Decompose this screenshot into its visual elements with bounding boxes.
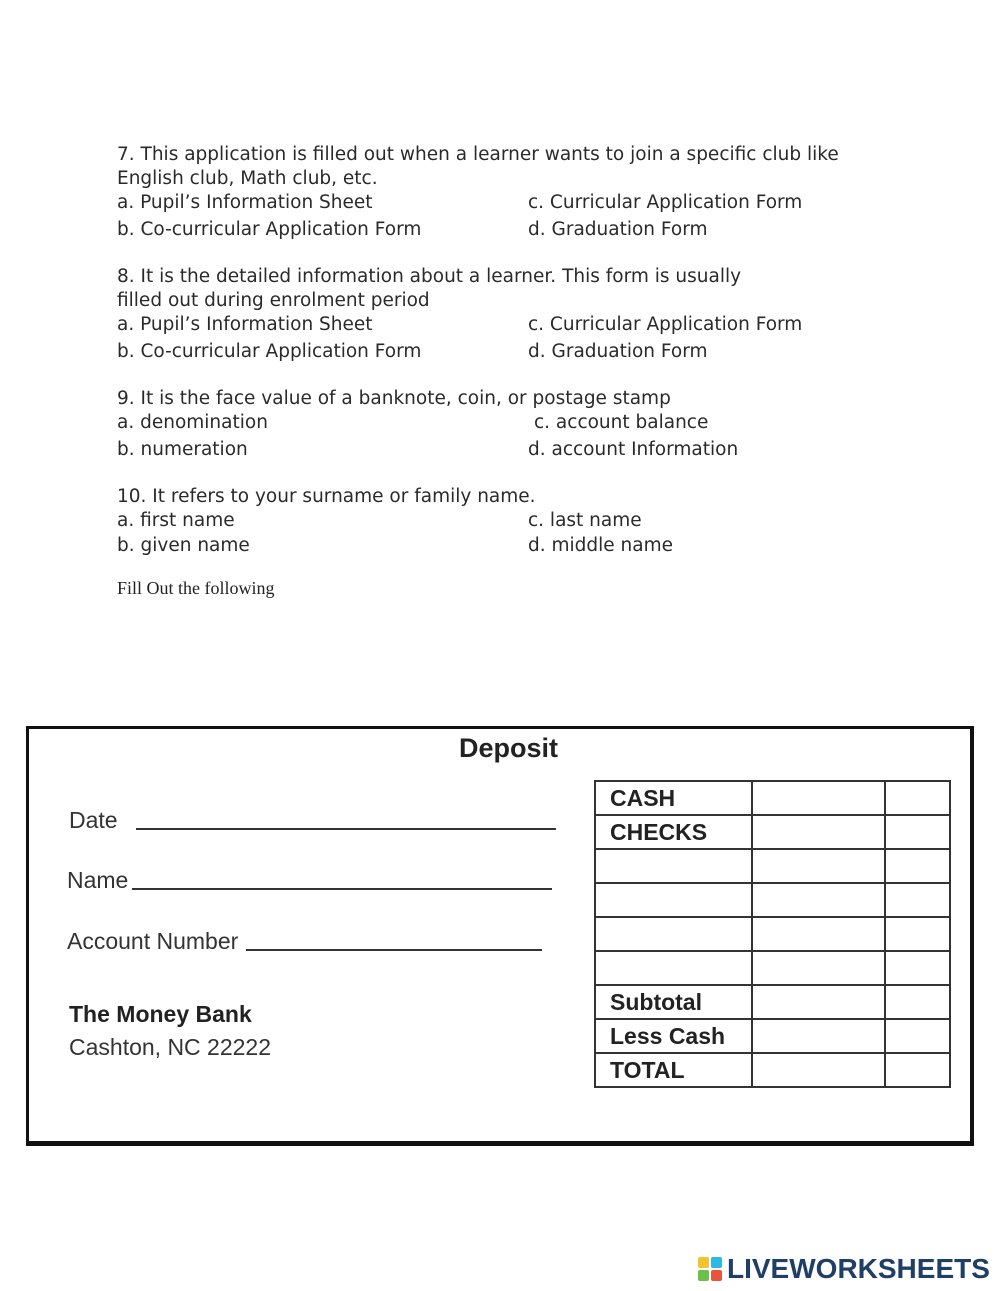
date-blank[interactable] (136, 828, 556, 830)
option-row (117, 340, 877, 365)
option-d[interactable]: d. Graduation Form (528, 341, 708, 362)
ledger-row-blank (595, 849, 950, 883)
ledger-cents-cell[interactable] (885, 883, 950, 917)
option-row (117, 191, 877, 216)
ledger-row-blank (595, 917, 950, 951)
option-c[interactable]: c. account balance (534, 412, 709, 433)
brand-tile (711, 1257, 722, 1268)
option-a[interactable]: a. denomination (117, 412, 268, 433)
option-b[interactable]: b. numeration (117, 439, 248, 460)
question-8 (117, 265, 877, 365)
ledger-label: Less Cash (595, 1019, 752, 1053)
question-9 (117, 387, 877, 463)
brand-tile (698, 1257, 709, 1268)
ledger-row-less-cash (595, 1019, 950, 1053)
option-b[interactable]: b. Co-curricular Application Form (117, 219, 422, 240)
option-b[interactable]: b. Co-curricular Application Form (117, 341, 422, 362)
option-a[interactable]: a. Pupil’s Information Sheet (117, 314, 373, 335)
ledger-cents-cell[interactable] (885, 985, 950, 1019)
deposit-ledger (594, 780, 951, 1088)
ledger-row-subtotal (595, 985, 950, 1019)
ledger-row-checks (595, 815, 950, 849)
fill-out-label: Fill Out the following (117, 578, 275, 598)
account-number-field (67, 928, 542, 955)
date-label: Date (69, 807, 118, 833)
option-row (117, 411, 877, 436)
ledger-dollars-cell[interactable] (752, 1053, 885, 1087)
ledger-dollars-cell[interactable] (752, 781, 885, 815)
option-c[interactable]: c. last name (528, 510, 642, 531)
ledger-row-cash (595, 781, 950, 815)
question-7 (117, 143, 877, 243)
name-field (67, 867, 552, 894)
ledger-cents-cell[interactable] (885, 1019, 950, 1053)
date-field (69, 807, 556, 834)
ledger-cents-cell[interactable] (885, 781, 950, 815)
ledger-cents-cell[interactable] (885, 917, 950, 951)
ledger-row-blank (595, 883, 950, 917)
liveworksheets-logo (698, 1253, 990, 1285)
option-row (117, 218, 877, 243)
ledger-label: CASH (595, 781, 752, 815)
brand-tile (698, 1270, 709, 1281)
ledger-cents-cell[interactable] (885, 815, 950, 849)
option-row (117, 313, 877, 338)
ledger-row-total (595, 1053, 950, 1087)
ledger-label[interactable] (595, 917, 752, 951)
question-stem: 9. It is the face value of a banknote, coin, or postage stamp (117, 388, 671, 409)
option-a[interactable]: a. Pupil’s Information Sheet (117, 192, 373, 213)
ledger-dollars-cell[interactable] (752, 1019, 885, 1053)
ledger-dollars-cell[interactable] (752, 985, 885, 1019)
option-row (117, 438, 877, 463)
deposit-title: Deposit (459, 733, 559, 763)
ledger-dollars-cell[interactable] (752, 849, 885, 883)
name-blank[interactable] (132, 888, 552, 890)
option-d[interactable]: d. Graduation Form (528, 219, 708, 240)
name-label: Name (67, 867, 129, 893)
option-c[interactable]: c. Curricular Application Form (528, 314, 803, 335)
ledger-dollars-cell[interactable] (752, 883, 885, 917)
ledger-dollars-cell[interactable] (752, 951, 885, 985)
ledger-label: Subtotal (595, 985, 752, 1019)
ledger-cents-cell[interactable] (885, 951, 950, 985)
ledger-cents-cell[interactable] (885, 849, 950, 883)
option-c[interactable]: c. Curricular Application Form (528, 192, 803, 213)
brand-name: LIVEWORKSHEETS (727, 1253, 990, 1284)
question-stem-line-1: 8. It is the detailed information about a learner. This form is usually (117, 266, 742, 287)
ledger-cents-cell[interactable] (885, 1053, 950, 1087)
deposit-slip (26, 726, 974, 1146)
ledger-label[interactable] (595, 883, 752, 917)
bank-address: Cashton, NC 22222 (69, 1034, 272, 1060)
question-10 (117, 485, 877, 559)
account-number-label: Account Number (67, 928, 239, 954)
option-row (117, 509, 877, 534)
ledger-dollars-cell[interactable] (752, 917, 885, 951)
ledger-row-blank (595, 951, 950, 985)
question-stem-line-2: filled out during enrolment period (117, 290, 430, 311)
option-d[interactable]: d. account Information (528, 439, 739, 460)
ledger-label[interactable] (595, 849, 752, 883)
option-b[interactable]: b. given name (117, 535, 250, 556)
ledger-label: TOTAL (595, 1053, 752, 1087)
bank-name: The Money Bank (69, 1001, 252, 1027)
option-row (117, 534, 877, 559)
account-number-blank[interactable] (246, 949, 542, 951)
brand-tiles-icon (698, 1257, 722, 1281)
question-stem: 10. It refers to your surname or family name. (117, 486, 536, 507)
ledger-label: CHECKS (595, 815, 752, 849)
ledger-label[interactable] (595, 951, 752, 985)
option-a[interactable]: a. first name (117, 510, 235, 531)
brand-tile (711, 1270, 722, 1281)
ledger-dollars-cell[interactable] (752, 815, 885, 849)
question-stem: 7. This application is filled out when a learner wants to join a specific club like English club, Math club, etc. (117, 144, 839, 189)
option-d[interactable]: d. middle name (528, 535, 674, 556)
